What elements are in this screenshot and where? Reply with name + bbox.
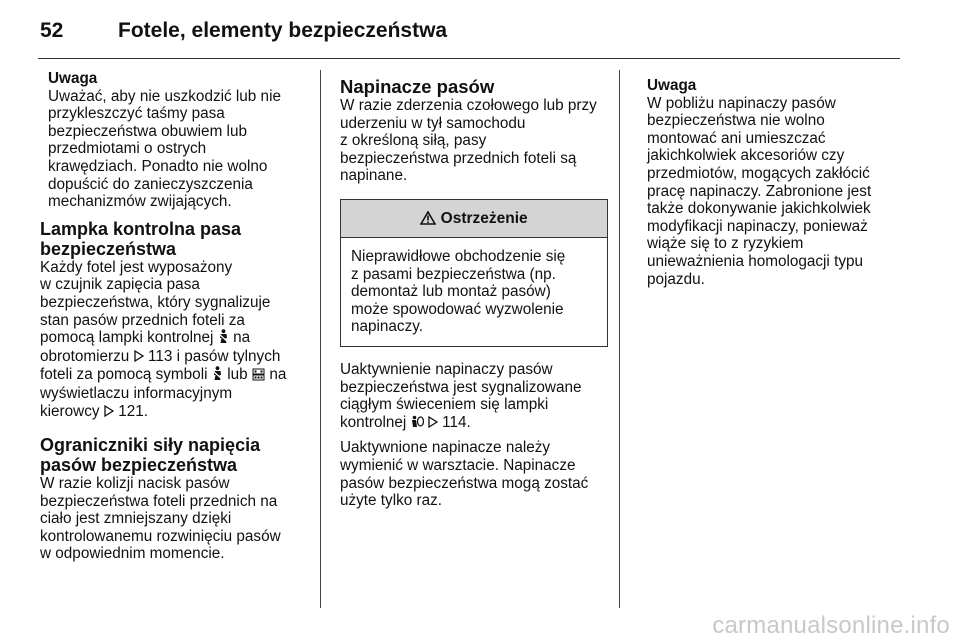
text-line: napinaczy. — [351, 318, 423, 336]
column-divider-1 — [320, 70, 321, 608]
text-span: na — [233, 329, 251, 347]
page-reference[interactable]: 113 i pasów tylnych — [147, 347, 281, 365]
note-line: unieważnienia homologacji typu — [647, 252, 863, 270]
heading-line: bezpieczeństwa — [40, 238, 177, 259]
note-title: Uwaga — [48, 70, 98, 87]
warning-triangle-icon — [420, 210, 440, 227]
text-span: kontrolnej — [340, 413, 407, 431]
header-rule — [38, 58, 900, 59]
text-line: wyświetlaczu informacyjnym — [40, 384, 233, 402]
heading-line: Ograniczniki siły napięcia — [40, 435, 261, 456]
note-line: wiąże się to z ryzykiem — [647, 235, 804, 253]
note-block — [647, 77, 909, 288]
note-line: pracę napinaczy. Zabronione jest — [647, 182, 872, 200]
note-line: montować ani umieszczać — [647, 129, 826, 147]
watermark: carmanualsonline.info — [712, 612, 950, 639]
text-line: z pasami bezpieczeństwa (np. — [351, 265, 556, 283]
paragraph-replacement — [340, 439, 608, 509]
page-reference-arrow-icon — [134, 349, 148, 365]
text-line — [40, 329, 306, 348]
text-span: foteli za pomocą symboli — [40, 366, 208, 384]
text-line: w czujnik zapięcia pasa — [40, 276, 200, 294]
text-line: W razie kolizji nacisk pasów — [40, 475, 230, 493]
column-divider-2 — [619, 70, 620, 608]
text-line — [40, 348, 306, 367]
note-line: przedmiotów, mogących zakłócić — [647, 164, 870, 182]
note-line: dopuścić do zanieczyszczenia — [48, 175, 253, 193]
note-block — [40, 70, 306, 211]
text-line — [340, 414, 608, 432]
text-line: Uaktywnione napinacze należy — [340, 439, 551, 457]
text-line: Nieprawidłowe obchodzenie się — [351, 247, 566, 265]
warning-header — [341, 200, 607, 238]
paragraph-seatbelt-indicator — [40, 259, 306, 421]
note-line: krawędziach. Ponadto nie wolno — [48, 157, 268, 175]
note-line: przedmiotami o ostrych — [48, 140, 207, 158]
text-line: z określoną siłą, pasy — [340, 132, 487, 150]
text-line: uderzeniu w tył samochodu — [340, 114, 526, 132]
note-line: także dokonywanie jakichkolwiek — [647, 200, 871, 218]
text-line: Każdy fotel jest wyposażony — [40, 258, 233, 276]
note-line: przykleszczyć taśmy pasa — [48, 105, 225, 123]
page-reference[interactable]: 121. — [118, 402, 148, 420]
text-line: może spowodować wyzwolenie — [351, 300, 564, 318]
text-line: bezpieczeństwa przednich foteli są — [340, 149, 577, 167]
text-line — [40, 366, 306, 385]
paragraph-pretensioners — [340, 97, 608, 185]
text-span: lub — [227, 366, 248, 384]
heading-line: pasów bezpieczeństwa — [40, 455, 238, 476]
text-line: bezpieczeństwa foteli przednich na — [40, 492, 278, 510]
page-reference-arrow-icon — [428, 414, 442, 431]
page-header — [0, 0, 960, 60]
text-line: stan pasów przednich foteli za — [40, 311, 245, 329]
warning-title: Ostrzeżenie — [440, 209, 528, 227]
text-line: W razie zderzenia czołowego lub przy — [340, 97, 597, 114]
note-line: pojazdu. — [647, 270, 705, 288]
page-reference-arrow-icon — [104, 404, 118, 420]
note-line: modyfikacji napinaczy, ponieważ — [647, 217, 868, 235]
heading-line: Lampka kontrolna pasa — [40, 218, 242, 239]
page-number: 52 — [40, 19, 64, 42]
text-span: kierowcy — [40, 402, 100, 420]
page-title: Fotele, elementy bezpieczeństwa — [118, 19, 448, 42]
column-1 — [40, 70, 306, 571]
text-line: ciągłym świeceniem się lampki — [340, 396, 549, 414]
note-line: Uważać, aby nie uszkodzić lub nie — [48, 87, 281, 105]
section-heading-force-limiters — [40, 435, 306, 475]
text-line: kontrolowanemu rozwinięciu pasów — [40, 527, 281, 545]
text-span: pomocą lampki kontrolnej — [40, 329, 214, 347]
text-line: Uaktywnienie napinaczy pasów — [340, 360, 553, 378]
page-reference[interactable]: 114. — [442, 413, 471, 431]
warning-box — [340, 199, 608, 347]
text-line: pasów bezpieczeństwa mogą zostać — [340, 474, 589, 492]
paragraph-activation — [340, 361, 608, 431]
seatbelt-warning-icon — [212, 367, 227, 383]
column-2 — [340, 77, 608, 518]
text-line: ciało jest zmniejszany dzięki — [40, 510, 232, 528]
text-line: demontaż lub montaż pasów) — [351, 283, 551, 301]
section-heading-pretensioners — [340, 77, 608, 97]
note-title: Uwaga — [647, 77, 697, 94]
paragraph-force-limiters — [40, 475, 306, 563]
note-line: mechanizmów zwijających. — [48, 193, 232, 211]
heading-line: Napinacze pasów — [340, 76, 495, 97]
seatbelt-warning-icon — [218, 330, 233, 346]
text-line: bezpieczeństwa jest sygnalizowane — [340, 378, 582, 396]
text-span: obrotomierzu — [40, 347, 130, 365]
rear-seats-icon — [252, 367, 269, 383]
section-heading-seatbelt-indicator — [40, 219, 306, 259]
text-line: napinane. — [340, 167, 408, 185]
text-line — [40, 403, 306, 422]
airbag-pretensioner-icon — [411, 414, 428, 431]
text-span: na — [269, 366, 287, 384]
column-3 — [647, 77, 909, 288]
warning-body — [341, 238, 607, 346]
note-line: bezpieczeństwa obuwiem lub — [48, 122, 247, 140]
text-line: w odpowiednim momencie. — [40, 545, 225, 563]
note-line: bezpieczeństwa nie wolno — [647, 112, 825, 130]
text-line: bezpieczeństwa, który sygnalizuje — [40, 293, 271, 311]
text-line: wymienić w warsztacie. Napinacze — [340, 456, 576, 474]
note-line: jakichkolwiek akcesoriów czy — [647, 147, 845, 165]
text-line: użyte tylko raz. — [340, 492, 443, 510]
note-line: W pobliżu napinaczy pasów — [647, 94, 836, 112]
